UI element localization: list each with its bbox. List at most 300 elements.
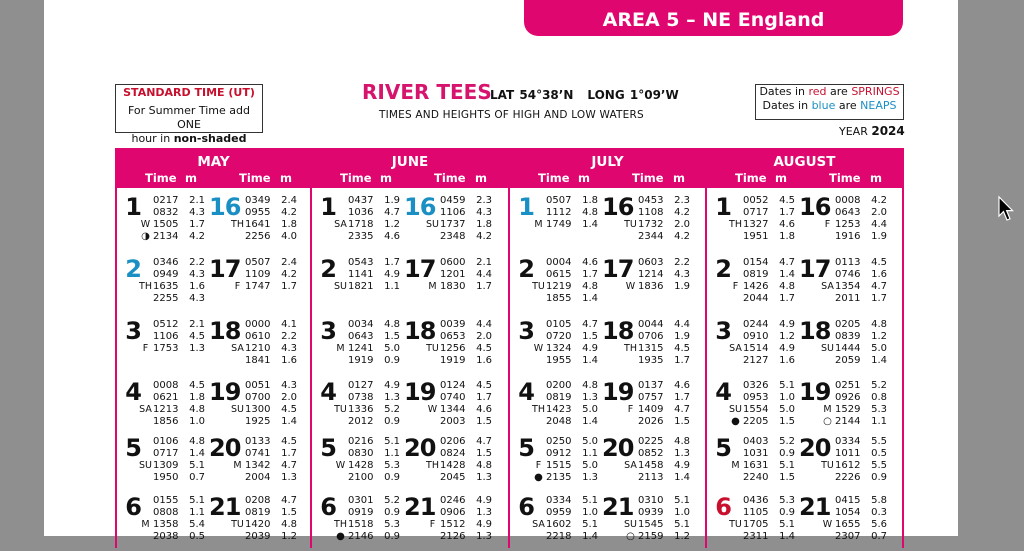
tide-entry: [728, 392, 795, 404]
tide-entry: [333, 257, 400, 269]
springs-neaps-key: [755, 84, 904, 120]
tide-time: 1213: [153, 404, 179, 415]
tide-entry: [820, 404, 887, 416]
weekday: SA: [624, 460, 637, 471]
tide-entry: [820, 231, 887, 243]
tide-time: 1545: [638, 519, 664, 530]
tide-day: [799, 376, 899, 436]
column-header: m: [185, 171, 197, 185]
tide-time: 0824: [440, 448, 466, 459]
column-headers: [117, 171, 310, 186]
day-number: 17: [209, 255, 241, 283]
tide-time: 2335: [348, 231, 374, 242]
tide-entry: [728, 531, 795, 543]
tide-height: 1.1: [384, 448, 400, 459]
tide-lines: [230, 495, 297, 543]
tide-entry: [728, 343, 795, 355]
tide-time: 2307: [835, 531, 861, 542]
tide-time: 1505: [153, 219, 179, 230]
tide-time: 0008: [835, 195, 861, 206]
tide-entry: [728, 448, 795, 460]
tide-entry: [531, 293, 598, 305]
tide-time: 0955: [245, 207, 271, 218]
weekday: M: [731, 460, 740, 471]
day-number: 17: [602, 255, 634, 283]
column-header: m: [578, 171, 590, 185]
tide-height: 1.5: [779, 472, 795, 483]
tide-entry: [820, 219, 887, 231]
month-july: [508, 148, 707, 548]
month-name: MAY: [197, 154, 230, 170]
weekday: TU: [426, 343, 439, 354]
tide-height: 1.7: [582, 269, 598, 280]
tide-height: 1.9: [674, 331, 690, 342]
tide-time: 0039: [440, 319, 466, 330]
tide-entry: [230, 257, 297, 269]
column-header: m: [673, 171, 685, 185]
tide-entry: [425, 231, 492, 243]
tide-time: 2011: [835, 293, 861, 304]
tide-time: 1518: [348, 519, 374, 530]
tide-height: 1.7: [779, 207, 795, 218]
tide-height: 4.8: [582, 281, 598, 292]
tide-entry: [531, 436, 598, 448]
tide-lines: [623, 257, 690, 293]
day-number: 18: [209, 317, 241, 345]
tide-lines: [138, 436, 205, 484]
day-number: 20: [209, 434, 241, 462]
tide-entry: [333, 281, 400, 293]
tide-time: 2044: [743, 293, 769, 304]
tide-entry: [531, 531, 598, 543]
tide-entry: [425, 319, 492, 331]
tide-time: 0127: [348, 380, 374, 391]
tide-time: 1354: [835, 281, 861, 292]
tide-day: [404, 376, 504, 436]
tide-height: 5.2: [779, 436, 795, 447]
tide-lines: [425, 436, 492, 484]
day-number: 3: [320, 317, 336, 345]
tide-height: 1.8: [476, 219, 492, 230]
tide-entry: [138, 343, 205, 355]
tide-time: 1219: [546, 281, 572, 292]
weekday: F: [824, 219, 831, 230]
tide-entry: [138, 195, 205, 207]
tide-entry: [820, 460, 887, 472]
tide-height: 1.0: [779, 392, 795, 403]
tide-time: 1309: [153, 460, 179, 471]
tide-time: 1444: [835, 343, 861, 354]
tide-time: 0000: [245, 319, 271, 330]
weekday: TH: [624, 343, 637, 354]
tide-entry: [333, 343, 400, 355]
tide-entry: [623, 355, 690, 367]
tide-day: [316, 315, 412, 375]
tide-entry: [820, 207, 887, 219]
tide-time: 0717: [153, 448, 179, 459]
weekday: F: [142, 343, 149, 354]
tide-height: 5.1: [189, 495, 205, 506]
tide-entry: [531, 380, 598, 392]
tide-height: 4.7: [281, 460, 297, 471]
day-number: 6: [518, 493, 534, 521]
month-columns: [115, 148, 904, 548]
tide-time: 0216: [348, 436, 374, 447]
tide-entry: [138, 269, 205, 281]
tide-height: 4.9: [476, 519, 492, 530]
page-subtitle: TIMES AND HEIGHTS OF HIGH AND LOW WATERS: [379, 109, 644, 121]
tide-entry: [138, 331, 205, 343]
tide-time: 1856: [153, 416, 179, 427]
tide-entry: [138, 404, 205, 416]
tide-day: [316, 432, 412, 492]
tide-entry: [138, 448, 205, 460]
tide-height: 4.6: [476, 404, 492, 415]
tide-height: 4.7: [779, 257, 795, 268]
tide-time: 1336: [348, 404, 374, 415]
tide-time: 0706: [638, 331, 664, 342]
tide-day: [209, 432, 309, 492]
tide-time: 1515: [546, 460, 572, 471]
tide-height: 2.4: [281, 195, 297, 206]
tide-day: [602, 376, 702, 436]
tide-height: 4.3: [189, 269, 205, 280]
tide-entry: [425, 448, 492, 460]
tide-entry: [531, 281, 598, 293]
tide-entry: [230, 495, 297, 507]
tide-time: 2113: [638, 472, 664, 483]
tide-time: 0334: [835, 436, 861, 447]
tide-time: 0334: [546, 495, 572, 506]
tide-height: 4.3: [189, 207, 205, 218]
tide-entry: [138, 319, 205, 331]
day-number: 21: [602, 493, 634, 521]
tide-height: 0.9: [384, 531, 400, 542]
tide-entry: [138, 257, 205, 269]
weekday: SU: [624, 519, 637, 530]
tide-lines: [230, 319, 297, 367]
tide-lines: [820, 436, 887, 484]
weekday: SU: [231, 404, 244, 415]
tide-height: 4.8: [582, 380, 598, 391]
tide-day: [514, 253, 610, 313]
tide-time: 1031: [743, 448, 769, 459]
tide-entry: [820, 436, 887, 448]
day-number: 4: [320, 378, 336, 406]
tide-time: 1420: [245, 519, 271, 530]
tide-time: 1836: [638, 281, 664, 292]
tide-day: [602, 191, 702, 251]
tide-entry: [820, 195, 887, 207]
tide-entry: [623, 269, 690, 281]
tide-height: 4.5: [476, 380, 492, 391]
tide-entry: [333, 355, 400, 367]
tide-day: [514, 491, 610, 551]
tide-height: 5.1: [779, 460, 795, 471]
tide-entry: [230, 281, 297, 293]
tide-entry: [820, 416, 887, 428]
tide-time: 0610: [245, 331, 271, 342]
tide-entry: [531, 416, 598, 428]
moon-phase-icon: ●: [534, 472, 543, 483]
tide-day: [121, 491, 217, 551]
tide-height: 2.1: [189, 195, 205, 206]
tide-lines: [230, 195, 297, 243]
tide-time: 0133: [245, 436, 271, 447]
tide-time: 0507: [546, 195, 572, 206]
tide-height: 1.6: [476, 355, 492, 366]
tide-time: 2003: [440, 416, 466, 427]
column-header: Time: [632, 171, 664, 185]
tide-time: 0415: [835, 495, 861, 506]
tide-entry: [333, 380, 400, 392]
tide-time: 0113: [835, 257, 861, 268]
tide-height: 1.2: [674, 531, 690, 542]
month-name: AUGUST: [773, 154, 836, 170]
tide-time: 1602: [546, 519, 572, 530]
weekday: SU: [426, 219, 439, 230]
tide-entry: [623, 231, 690, 243]
tide-entry: [138, 495, 205, 507]
tide-time: 1300: [245, 404, 271, 415]
day-number: 6: [320, 493, 336, 521]
tide-time: 1641: [245, 219, 271, 230]
tide-height: 1.7: [871, 293, 887, 304]
tide-height: 0.9: [779, 448, 795, 459]
month-august: [705, 148, 904, 548]
tide-day: [514, 432, 610, 492]
month-header: [312, 148, 508, 188]
tide-height: 4.7: [582, 319, 598, 330]
tide-day: [799, 432, 899, 492]
tide-time: 1112: [546, 207, 572, 218]
tide-height: 0.5: [189, 531, 205, 542]
tide-entry: [623, 460, 690, 472]
column-header: m: [280, 171, 292, 185]
tide-entry: [623, 207, 690, 219]
tide-height: 5.2: [871, 380, 887, 391]
tide-time: 1423: [546, 404, 572, 415]
tide-height: 1.1: [582, 448, 598, 459]
tide-time: 0453: [638, 195, 664, 206]
tide-height: 4.8: [384, 319, 400, 330]
tide-lines: [425, 495, 492, 543]
tide-day: [404, 191, 504, 251]
tide-height: 4.8: [281, 519, 297, 530]
tide-height: 0.3: [871, 507, 887, 518]
day-number: 20: [602, 434, 634, 462]
day-number: 3: [715, 317, 731, 345]
tide-entry: [728, 495, 795, 507]
tide-height: 1.0: [189, 416, 205, 427]
tide-height: 4.5: [871, 257, 887, 268]
day-number: 2: [320, 255, 336, 283]
tide-time: 0615: [546, 269, 572, 280]
tide-height: 5.3: [779, 495, 795, 506]
day-number: 21: [209, 493, 241, 521]
weekday: SU: [821, 343, 834, 354]
column-header: Time: [538, 171, 570, 185]
tide-entry: [138, 293, 205, 305]
tide-height: 0.9: [384, 416, 400, 427]
tide-time: 1426: [743, 281, 769, 292]
tide-day: [121, 315, 217, 375]
tide-day: [514, 191, 610, 251]
tide-height: 5.3: [384, 460, 400, 471]
tide-height: 4.5: [281, 436, 297, 447]
tide-time: 0244: [743, 319, 769, 330]
tide-height: 1.6: [779, 355, 795, 366]
tide-entry: [333, 472, 400, 484]
moon-phase-icon: ◑: [141, 231, 150, 242]
weekday: SA: [334, 219, 347, 230]
tide-entry: [425, 380, 492, 392]
tide-time: 0437: [348, 195, 374, 206]
tide-lines: [820, 319, 887, 367]
tide-time: 0459: [440, 195, 466, 206]
tide-height: 1.1: [871, 416, 887, 427]
tide-entry: [820, 392, 887, 404]
tide-entry: [333, 507, 400, 519]
tide-lines: [820, 495, 887, 543]
tide-height: 1.2: [779, 331, 795, 342]
month-header: [117, 148, 310, 188]
tide-time: 0137: [638, 380, 664, 391]
tide-entry: [820, 293, 887, 305]
tide-time: 0251: [835, 380, 861, 391]
tide-time: 0717: [743, 207, 769, 218]
tide-height: 1.4: [582, 293, 598, 304]
tide-height: 4.6: [582, 257, 598, 268]
tide-height: 1.8: [189, 392, 205, 403]
tide-entry: [728, 331, 795, 343]
tide-time: 1919: [348, 355, 374, 366]
tide-entry: [138, 519, 205, 531]
weekday: TU: [624, 219, 637, 230]
tide-height: 1.8: [281, 219, 297, 230]
tide-height: 4.8: [779, 281, 795, 292]
day-number: 4: [518, 378, 534, 406]
tide-day: [602, 315, 702, 375]
tide-height: 4.9: [582, 343, 598, 354]
tide-height: 4.5: [281, 404, 297, 415]
tide-time: 1327: [743, 219, 769, 230]
tide-lines: [230, 257, 297, 293]
tide-time: 0643: [348, 331, 374, 342]
tide-time: 0830: [348, 448, 374, 459]
tide-height: 1.3: [582, 472, 598, 483]
tide-time: 1106: [440, 207, 466, 218]
moon-phase-icon: ○: [626, 531, 635, 542]
tide-entry: [531, 404, 598, 416]
tide-height: 1.9: [384, 195, 400, 206]
tide-height: 5.1: [189, 460, 205, 471]
tide-time: 2344: [638, 231, 664, 242]
weekday: W: [625, 281, 636, 292]
day-number: 6: [715, 493, 731, 521]
tide-entry: [820, 472, 887, 484]
tide-day: [711, 253, 807, 313]
tide-height: 1.3: [674, 448, 690, 459]
column-header: Time: [145, 171, 177, 185]
tide-time: 1925: [245, 416, 271, 427]
tide-height: 1.5: [779, 416, 795, 427]
tide-day: [209, 191, 309, 251]
tide-entry: [333, 404, 400, 416]
tide-height: 5.0: [582, 404, 598, 415]
tide-height: 4.2: [674, 231, 690, 242]
tide-day: [602, 432, 702, 492]
tide-entry: [230, 207, 297, 219]
tide-entry: [531, 257, 598, 269]
tide-day: [404, 253, 504, 313]
tide-height: 1.7: [281, 448, 297, 459]
tide-height: 2.4: [281, 257, 297, 268]
tide-time: 2048: [546, 416, 572, 427]
month-name: JULY: [591, 154, 624, 170]
tide-time: 0746: [835, 269, 861, 280]
tide-height: 1.3: [384, 392, 400, 403]
weekday: F: [732, 281, 739, 292]
tide-lines: [425, 380, 492, 428]
weekday: SA: [139, 404, 152, 415]
tide-lines: [728, 380, 795, 428]
tide-height: 1.4: [871, 355, 887, 366]
tide-time: 0720: [546, 331, 572, 342]
tide-time: 0621: [153, 392, 179, 403]
tide-entry: [138, 231, 205, 243]
tide-height: 1.6: [281, 355, 297, 366]
day-number: 5: [715, 434, 731, 462]
tide-entry: [333, 436, 400, 448]
tide-day: [316, 491, 412, 551]
tide-time: 2218: [546, 531, 572, 542]
tide-day: [711, 491, 807, 551]
tide-time: 1612: [835, 460, 861, 471]
longitude: LONG 1°09’W: [587, 88, 679, 102]
tide-height: 4.7: [476, 436, 492, 447]
tide-time: 1916: [835, 231, 861, 242]
tide-time: 0643: [835, 207, 861, 218]
tide-day: [121, 191, 217, 251]
tide-time: 2012: [348, 416, 374, 427]
tide-height: 2.1: [476, 257, 492, 268]
tide-height: 4.5: [779, 195, 795, 206]
tide-time: 1841: [245, 355, 271, 366]
tide-height: 4.7: [281, 495, 297, 506]
tide-entry: [138, 436, 205, 448]
tide-day: [404, 315, 504, 375]
tide-height: 1.7: [674, 392, 690, 403]
tide-height: 5.5: [871, 436, 887, 447]
tide-day: [514, 315, 610, 375]
tide-time: 1753: [153, 343, 179, 354]
tide-height: 4.8: [674, 436, 690, 447]
weekday: TH: [139, 281, 152, 292]
tide-height: 1.4: [281, 416, 297, 427]
tide-lines: [425, 319, 492, 367]
tide-entry: [728, 207, 795, 219]
tide-entry: [425, 460, 492, 472]
day-number: 16: [799, 193, 831, 221]
tide-time: 0953: [743, 392, 769, 403]
tide-time: 1705: [743, 519, 769, 530]
tide-entry: [623, 495, 690, 507]
tide-time: 0912: [546, 448, 572, 459]
tide-height: 5.0: [779, 404, 795, 415]
tide-time: 0949: [153, 269, 179, 280]
tide-entry: [623, 281, 690, 293]
